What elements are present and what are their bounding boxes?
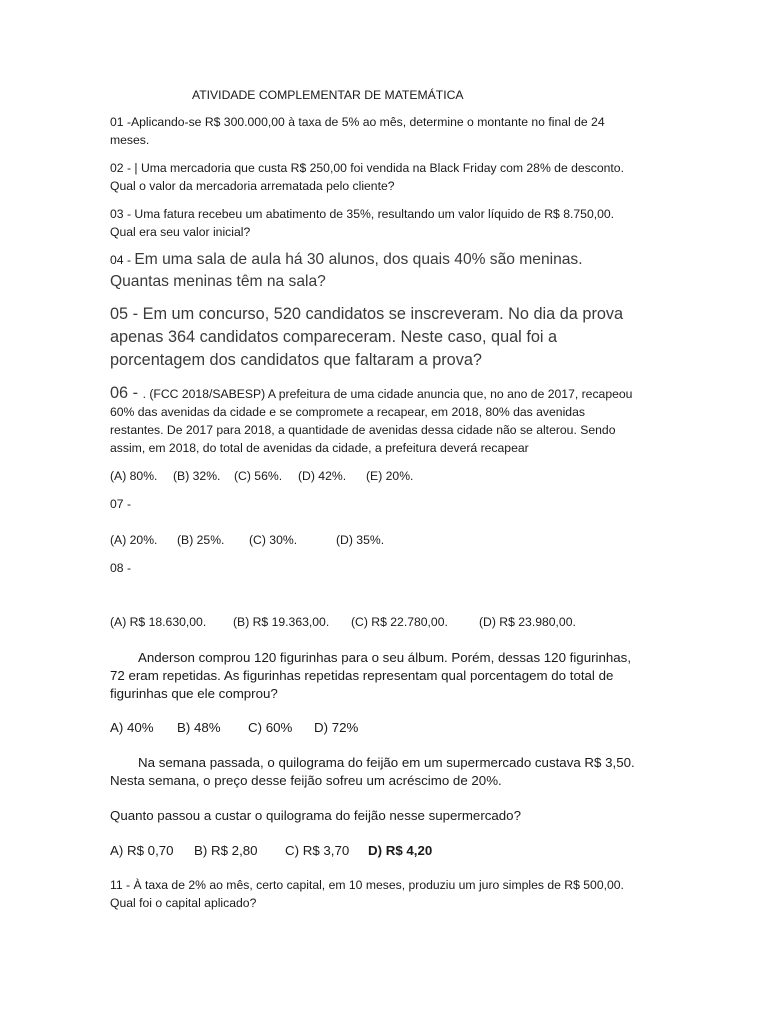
question-10-option-d: D) R$ 4,20 [368,843,433,858]
question-03-line-2: Qual era seu valor inicial? [110,225,251,239]
question-07-option-c: (C) 30%. [249,533,298,547]
question-06-option-a: (A) 80%. [110,469,158,483]
question-09-option-c: C) 60% [248,720,293,735]
question-10-question: Quanto passou a custar o quilograma do feijão nesse supermercado? [110,808,521,823]
question-09-option-a: A) 40% [110,720,154,735]
question-08-number: 08 - [110,561,132,575]
question-06-option-c: (C) 56%. [234,469,283,483]
question-09-line-3: figurinhas que ele comprou? [110,686,278,701]
question-08-option-c: (C) R$ 22.780,00. [351,615,448,629]
question-06-line-3: restantes. De 2017 para 2018, a quantidade de avenidas dessa cidade não se alterou. Sendo [110,423,616,437]
question-04-text-1: Em uma sala de aula há 30 alunos, dos quais 40% são meninas. [134,251,583,268]
question-05-line-2: apenas 364 candidatos compareceram. Neste caso, qual foi a [110,328,558,346]
question-10-line-2: Nesta semana, o preço desse feijão sofreu um acréscimo de 20%. [110,773,502,788]
question-08-option-b: (B) R$ 19.363,00. [233,615,330,629]
question-01-line-1: 01 -Aplicando-se R$ 300.000,00 à taxa de 5% ao mês, determine o montante no final de 24 [110,115,605,129]
question-06-option-b: (B) 32%. [173,469,221,483]
question-04-line-1 [110,249,583,271]
question-07-number: 07 - [110,497,132,511]
question-10-option-b: B) R$ 2,80 [194,843,258,858]
question-06-option-e: (E) 20%. [366,469,414,483]
question-06-number: 06 - [110,384,143,402]
question-07-option-b: (B) 25%. [177,533,225,547]
question-10-option-a: A) R$ 0,70 [110,843,174,858]
question-01-line-2: meses. [110,133,150,147]
question-06-line-4: assim, em 2018, do total de avenidas da cidade, a prefeitura deverá recapear [110,441,529,455]
question-09-option-d: D) 72% [314,720,359,735]
question-10-option-c: C) R$ 3,70 [285,843,350,858]
page-title: ATIVIDADE COMPLEMENTAR DE MATEMÁTICA [192,88,464,102]
question-06-line-1 [110,384,632,403]
question-10-line-1: Na semana passada, o quilograma do feijão em um supermercado custava R$ 3,50. [138,755,635,770]
question-04-line-2: Quantas meninas têm na sala? [110,273,326,290]
question-08-option-a: (A) R$ 18.630,00. [110,615,207,629]
question-02-line-1: 02 - | Uma mercadoria que custa R$ 250,00 foi vendida na Black Friday com 28% de desconto. [110,161,624,175]
question-05-line-1: 05 - Em um concurso, 520 candidatos se inscreveram. No dia da prova [110,305,624,323]
question-04-number: 04 - [110,253,135,267]
question-06-text-1: . (FCC 2018/SABESP) A prefeitura de uma cidade anuncia que, no ano de 2017, recapeou [142,387,633,401]
question-06-option-d: (D) 42%. [298,469,347,483]
question-07-option-d: (D) 35%. [336,533,385,547]
question-05-line-3: porcentagem dos candidatos que faltaram a prova? [110,351,482,369]
question-02-line-2: Qual o valor da mercadoria arrematada pelo cliente? [110,179,395,193]
question-09-option-b: B) 48% [177,720,221,735]
question-09-line-1: Anderson comprou 120 figurinhas para o seu álbum. Porém, dessas 120 figurinhas, [138,650,632,665]
question-08-option-d: (D) R$ 23.980,00. [479,615,576,629]
question-11-line-1: 11 - À taxa de 2% ao mês, certo capital, em 10 meses, produziu um juro simples de R$ 500,00. [110,878,624,892]
question-09-line-2: 72 eram repetidas. As figurinhas repetidas representam qual porcentagem do total de [110,668,614,683]
question-11-line-2: Qual foi o capital aplicado? [110,896,257,910]
question-03-line-1: 03 - Uma fatura recebeu um abatimento de 35%, resultando um valor líquido de R$ 8.750,00. [110,207,615,221]
question-06-line-2: 60% das avenidas da cidade e se compromete a recapear, em 2018, 80% das avenidas [110,405,585,419]
question-07-option-a: (A) 20%. [110,533,158,547]
